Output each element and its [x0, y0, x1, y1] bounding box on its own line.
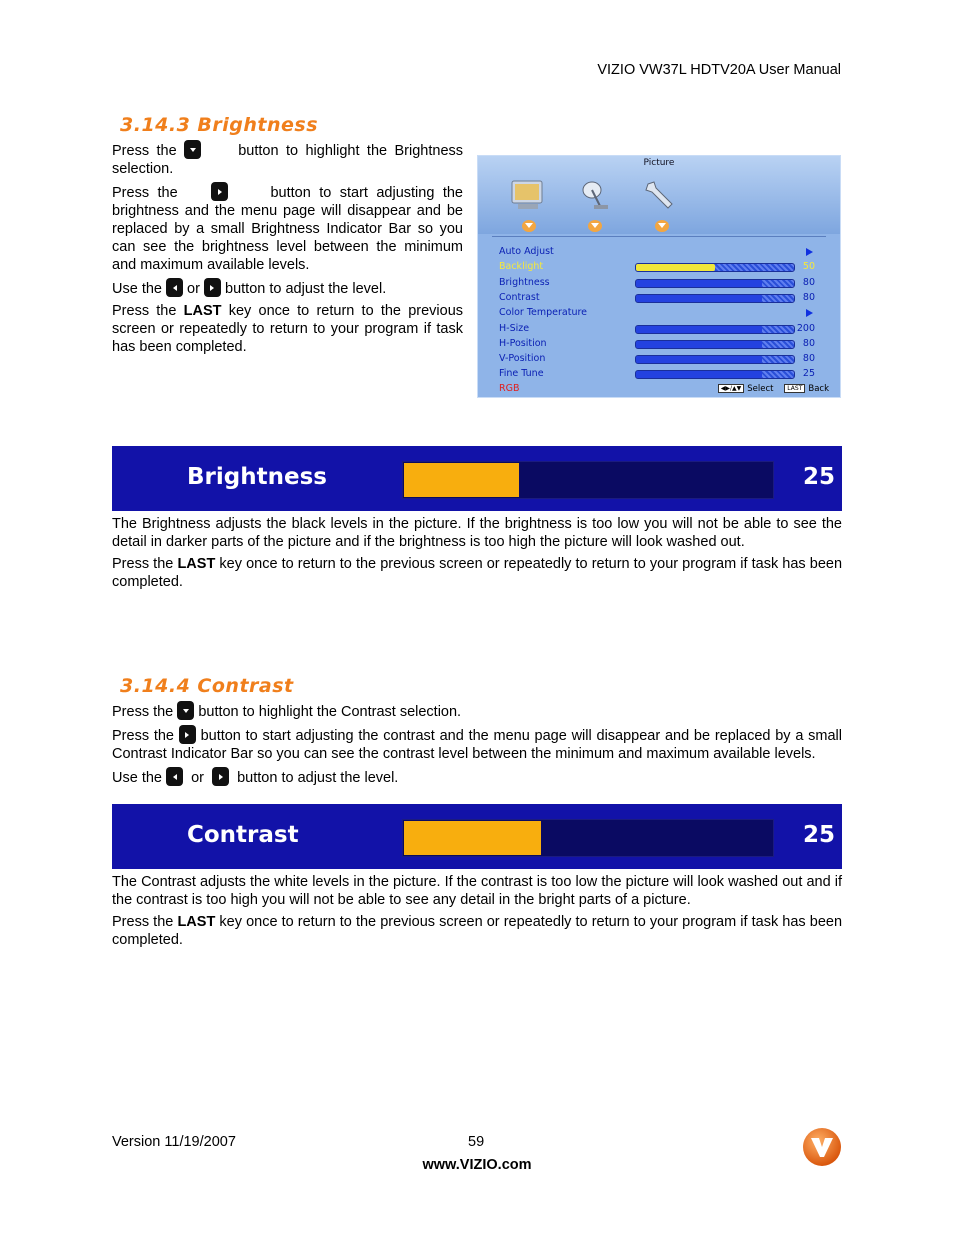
indicator-value: 25 — [802, 464, 835, 490]
menu-row[interactable] — [499, 291, 829, 306]
menu-title: Picture — [643, 158, 675, 168]
menu-row-bar — [635, 325, 795, 334]
menu-row[interactable] — [499, 306, 829, 321]
menu-row[interactable] — [499, 367, 829, 382]
menu-row[interactable] — [499, 276, 829, 291]
menu-row-label: V-Position — [499, 353, 546, 365]
last-key-icon: LAST — [784, 384, 805, 393]
menu-row-bar-fill — [636, 356, 762, 363]
indicator-fill — [404, 821, 541, 855]
menu-row-value: 25 — [802, 368, 815, 380]
menu-hints: ◀▶/▲▼ Select LAST Back — [718, 384, 829, 394]
chevron-down-icon — [588, 220, 602, 232]
contrast-indicator-bar — [112, 804, 842, 869]
footer-url: www.VIZIO.com — [422, 1157, 532, 1173]
menu-row[interactable] — [499, 337, 829, 352]
left-button-icon — [166, 767, 183, 786]
wrench-icon — [640, 178, 680, 212]
contrast-last-note: Press the LAST key once to return to the previous screen or repeatedly to return to your program if task has been completed. — [112, 914, 843, 948]
brightness-last-note: Press the LAST key once to return to the previous screen or repeatedly to return to your program if task has been completed. — [112, 556, 843, 590]
indicator-label: Brightness — [187, 464, 327, 490]
indicator-value: 25 — [802, 822, 835, 848]
menu-row-label: Color Temperature — [499, 307, 588, 319]
left-button-icon — [166, 278, 183, 297]
brightness-indicator-bar — [112, 446, 842, 511]
right-button-icon — [212, 767, 229, 786]
brightness-step-1: Press the button to highlight the Brightness selection. — [112, 140, 463, 178]
menu-row-label: Contrast — [499, 291, 540, 303]
menu-row-value: 80 — [802, 276, 815, 288]
right-button-icon — [211, 182, 228, 201]
menu-row-label: Backlight — [499, 261, 544, 273]
page-number: 59 — [468, 1134, 485, 1150]
brightness-instructions — [112, 140, 463, 356]
menu-row-bar — [635, 294, 795, 303]
indicator-track — [402, 461, 774, 499]
submenu-arrow-icon — [806, 248, 813, 256]
menu-row-label: Brightness — [499, 276, 550, 288]
menu-row-value: 80 — [802, 337, 815, 349]
menu-row-bar — [635, 355, 795, 364]
menu-row-bar-fill — [636, 280, 762, 287]
chevron-down-icon — [522, 220, 536, 232]
menu-row-bar — [635, 370, 795, 379]
menu-row[interactable] — [499, 322, 829, 337]
brightness-step-3: Use the or button to adjust the level. — [112, 278, 463, 298]
menu-row[interactable] — [499, 260, 829, 275]
footer-version: Version 11/19/2007 — [112, 1134, 236, 1150]
contrast-step-2: Press the button to start adjusting the contrast and the menu page will disappear and be replaced by a small Contrast Indicator Bar so you can see the contrast level between the minimum and maximum available levels. — [112, 725, 842, 763]
menu-row-bar-fill — [636, 371, 762, 378]
brightness-step-2: Press the button to start adjusting the brightness and the menu page will disappear and be replaced by a small Brightness Indicator Bar so you can see the brightness level between the minimum and maximum available levels. — [112, 182, 463, 274]
right-button-icon — [204, 278, 221, 297]
contrast-step-3: Use the or button to adjust the level. — [112, 767, 842, 787]
menu-row-value: 80 — [802, 353, 815, 365]
menu-row-label: H-Size — [499, 322, 530, 334]
menu-row-bar — [635, 263, 795, 272]
indicator-track — [402, 819, 774, 857]
contrast-desc-text: The Contrast adjusts the white levels in the picture. If the contrast is too low the picture will look washed out and if the contrast is too high you will not be able to see any detail in the bright parts of a picture. — [112, 874, 842, 908]
vizio-logo-icon — [802, 1127, 842, 1167]
menu-row-bar-fill — [636, 341, 762, 348]
down-button-icon — [184, 140, 201, 159]
right-button-icon — [179, 725, 196, 744]
menu-row-bar-fill — [636, 295, 762, 302]
menu-row-label: H-Position — [499, 337, 547, 349]
satellite-dish-icon — [576, 178, 616, 212]
down-button-icon — [177, 701, 194, 720]
indicator-label: Contrast — [187, 822, 299, 848]
section-title-brightness: 3.14.3 Brightness — [120, 114, 319, 136]
document-header: VIZIO VW37L HDTV20A User Manual — [597, 62, 841, 78]
menu-row-label: Auto Adjust — [499, 246, 554, 257]
menu-row-bar — [635, 279, 795, 288]
menu-row-label: Fine Tune — [499, 368, 544, 380]
menu-row-bar-fill — [636, 326, 762, 333]
brightness-description — [112, 515, 842, 591]
menu-row[interactable] — [499, 245, 829, 260]
submenu-arrow-icon — [806, 309, 813, 317]
menu-row-value: 200 — [796, 322, 815, 334]
brightness-step-4: Press the LAST key once to return to the previous screen or repeatedly to return to your program if task has been completed. — [112, 303, 464, 355]
contrast-instructions — [112, 701, 842, 787]
menu-row-bar-fill — [636, 264, 715, 271]
menu-row-value: 50 — [802, 261, 815, 273]
menu-footer — [499, 383, 829, 397]
menu-row[interactable] — [499, 352, 829, 367]
indicator-fill — [404, 463, 519, 497]
picture-menu-screenshot — [477, 155, 841, 398]
chevron-down-icon — [655, 220, 669, 232]
input-source-label: RGB — [499, 383, 520, 394]
contrast-description — [112, 873, 842, 949]
menu-row-bar — [635, 340, 795, 349]
select-keys-icon: ◀▶/▲▼ — [718, 384, 744, 393]
menu-row-value: 80 — [802, 291, 815, 303]
section-title-contrast: 3.14.4 Contrast — [120, 675, 294, 697]
monitor-icon — [508, 178, 548, 212]
menu-divider — [492, 236, 826, 237]
contrast-step-1: Press the button to highlight the Contrast selection. — [112, 701, 842, 721]
brightness-desc-text: The Brightness adjusts the black levels in the picture. If the brightness is too low you will not be able to see the detail in darker parts of the picture and if the brightness is too high the picture will look washed out. — [112, 516, 842, 550]
